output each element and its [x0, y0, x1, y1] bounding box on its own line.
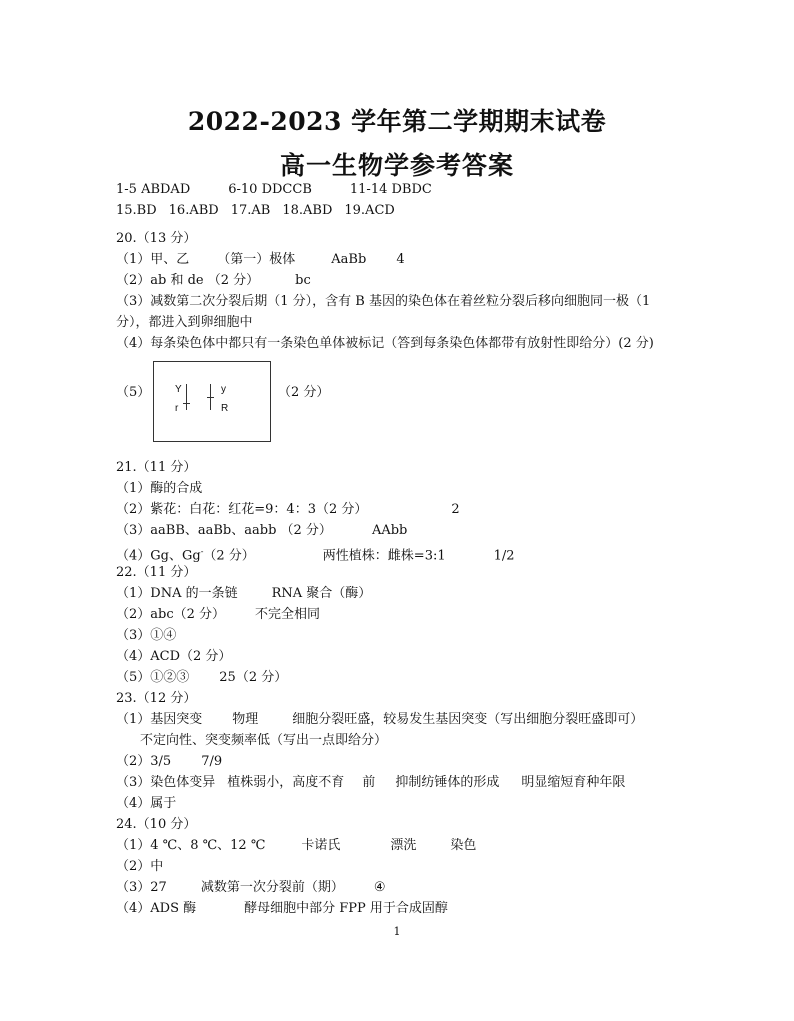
q20-line-4: （4）每条染色体中都只有一条染色单体被标记（答到每条染色体都带有放射性即给分）(2 分) [116, 336, 654, 351]
q22-heading: 22.（11 分） [116, 565, 197, 580]
q23-line-3: （3）染色体变异 植株弱小，高度不育 前 抑制纺锤体的形成 明显缩短育种年限 [116, 775, 626, 790]
q24-line-3: （3）27 减数第一次分裂前（期） ④ [116, 880, 386, 895]
chromosome-1 [186, 384, 187, 410]
q23-line-4: （4）属于 [116, 796, 177, 811]
q20-line-5-label: （5） [116, 385, 151, 400]
q23-line-1b: 不定向性、突变频率低（写出一点即给分） [140, 733, 388, 748]
q22-line-5: （5）①②③ 25（2 分） [116, 670, 288, 685]
q24-line-1: （1）4 ℃、8 ℃、12 ℃ 卡诺氏 漂洗 染色 [116, 838, 477, 853]
q20-line-3b: 分），都进入到卵细胞中 [116, 315, 253, 330]
q20-heading: 20.（13 分） [116, 231, 197, 246]
centromere-2 [207, 397, 214, 398]
allele-label-r: r [175, 403, 179, 414]
q21-line-2: （2）紫花：白花：红花=9：4：3（2 分） 2 [116, 502, 460, 517]
centromere-1 [183, 403, 190, 404]
q22-line-4: （4）ACD（2 分） [116, 649, 232, 664]
q22-line-1: （1）DNA 的一条链 RNA 聚合（酶） [116, 586, 372, 601]
mc-answers-row-1: 1-5 ABDAD 6-10 DDCCB 11-14 DBDC [116, 182, 432, 197]
q23-line-1: （1）基因突变 物理 细胞分裂旺盛，较易发生基因突变（写出细胞分裂旺盛即可） [116, 712, 644, 727]
q22-line-3: （3）①④ [116, 628, 177, 643]
q20-line-3a: （3）减数第二次分裂后期（1 分），含有 B 基因的染色体在着丝粒分裂后移向细胞同一极（1 [116, 294, 651, 309]
document-subtitle: 高一生物学参考答案 [279, 151, 514, 180]
q22-line-2: （2）abc（2 分） 不完全相同 [116, 607, 321, 622]
q20-line-5-score: （2 分） [278, 385, 330, 400]
q23-line-2: （2）3/5 7/9 [116, 754, 223, 769]
chromosome-diagram [153, 361, 271, 442]
mc-answers-row-2: 15.BD 16.ABD 17.AB 18.ABD 19.ACD [116, 203, 395, 218]
q21-line-3: （3）aaBB、aaBb、aabb （2 分） AAbb [116, 523, 408, 538]
q21-heading: 21.（11 分） [116, 460, 197, 475]
allele-label-R: R [221, 403, 229, 414]
q21-line-4: （4）Gg、Gg-（2 分） 两性植株：雌株=3:1 1/2 [116, 547, 515, 564]
page-number: 1 [393, 925, 401, 938]
allele-label-y: y [221, 384, 226, 395]
q20-line-1: （1）甲、乙 （第一）极体 AaBb 4 [116, 252, 405, 267]
q21-line-1: （1）酶的合成 [116, 481, 203, 496]
document-title: 2022-2023 学年第二学期期末试卷 [187, 107, 607, 136]
q23-heading: 23.（12 分） [116, 691, 197, 706]
q24-heading: 24.（10 分） [116, 817, 197, 832]
q24-line-2: （2）中 [116, 859, 164, 874]
allele-label-Y: Y [175, 384, 182, 395]
q24-line-4: （4）ADS 酶 酵母细胞中部分 FPP 用于合成固醇 [116, 901, 448, 916]
q20-line-2: （2）ab 和 de （2 分） bc [116, 273, 311, 288]
